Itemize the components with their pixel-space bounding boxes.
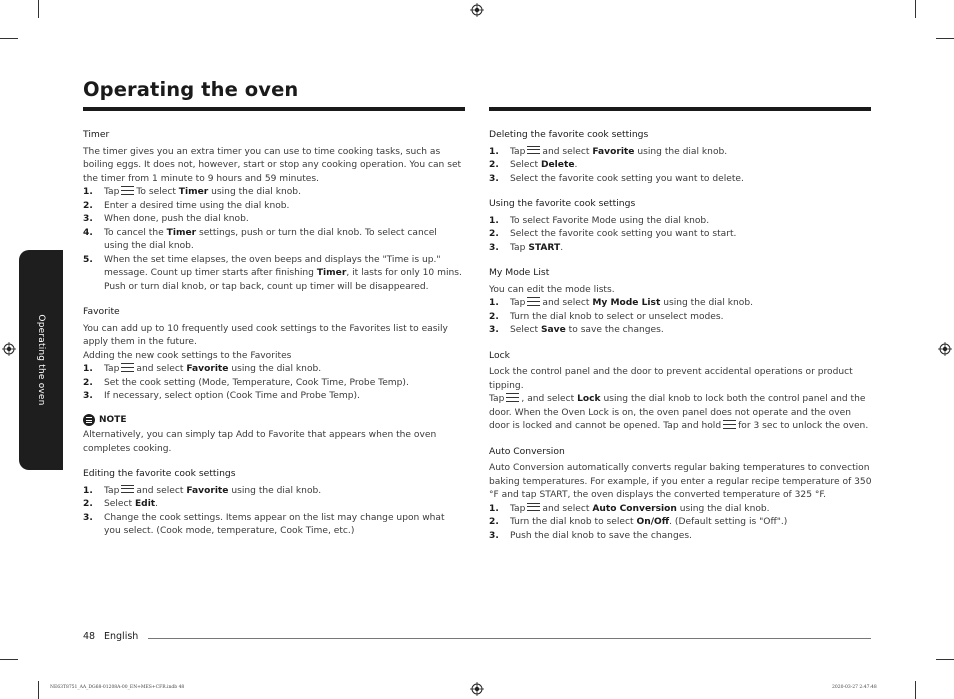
step-keyword: My Mode List	[592, 298, 661, 308]
step-text: and select	[136, 364, 184, 374]
step-number: 2.	[83, 377, 93, 388]
crop-mark	[38, 681, 39, 699]
list-item	[489, 159, 872, 173]
step-keyword: Favorite	[592, 146, 635, 157]
step-number: 1.	[489, 146, 499, 157]
step-number: 2.	[83, 499, 93, 509]
title-rule-right	[489, 107, 871, 111]
registration-mark-icon	[938, 342, 952, 356]
step-text: Enter a desired time using the dial knob.	[104, 200, 290, 211]
list-item	[83, 254, 464, 295]
section-title-editing: Editing the favorite cook settings	[83, 468, 236, 479]
list-item	[489, 228, 872, 242]
crop-mark	[915, 681, 916, 699]
lock-paragraph: Lock the control panel and the door to prevent accidental operations or product tipping.	[489, 367, 853, 391]
step-number: 1.	[83, 485, 93, 496]
step-keyword: Save	[540, 325, 566, 335]
list-item	[83, 512, 464, 539]
step-text: using the dial knob.	[231, 485, 322, 496]
list-item	[83, 227, 464, 254]
lock-keyword: Lock	[577, 394, 601, 404]
registration-mark-icon	[470, 3, 484, 17]
auto-conversion-steps	[489, 503, 872, 544]
step-number: 3.	[489, 242, 499, 253]
step-number: 4.	[83, 227, 93, 238]
section-title-using: Using the favorite cook settings	[489, 198, 636, 209]
registration-mark-icon	[470, 682, 484, 696]
crop-mark	[915, 0, 916, 18]
lock-instructions	[489, 393, 872, 434]
step-text: Select	[510, 160, 539, 170]
deleting-steps	[489, 146, 872, 187]
step-number: 1.	[489, 503, 499, 514]
list-item	[83, 363, 464, 377]
step-text: When the set time elapses, the oven beeps and displays the "Time is up." message. Count up timer starts after finishing	[104, 254, 441, 278]
step-text: and select	[542, 298, 590, 308]
step-text: Select	[510, 325, 539, 335]
step-text: using the dial knob.	[231, 364, 322, 374]
step-keyword: On/Off	[636, 517, 670, 527]
step-text: .	[560, 242, 564, 253]
list-item	[83, 485, 464, 499]
left-column	[83, 128, 464, 539]
favorite-subheading: Adding the new cook settings to the Favorites	[83, 350, 292, 361]
page-number: 48	[83, 631, 96, 642]
editing-steps	[83, 485, 464, 539]
auto-conversion-intro: Auto Conversion automatically converts regular baking temperatures to convection baking temperatures. For example, if you enter a regular recipe temperature of 350 °F and tap START, the oven displays the converted temperature of 325 °F.	[489, 463, 872, 500]
step-number: 5.	[83, 254, 93, 265]
step-text: Select the favorite cook setting you want to delete.	[510, 173, 744, 184]
menu-icon	[527, 503, 540, 512]
step-keyword: Timer	[316, 268, 347, 278]
step-keyword: Delete	[540, 160, 575, 170]
step-keyword: Favorite	[186, 485, 229, 496]
section-title-lock: Lock	[489, 349, 510, 361]
step-text: and select	[136, 485, 184, 496]
menu-icon	[121, 485, 134, 494]
footer-rule	[148, 638, 871, 639]
list-item	[489, 311, 872, 325]
menu-icon	[121, 363, 134, 372]
step-number: 2.	[489, 229, 499, 239]
step-text: and select	[542, 146, 590, 157]
step-text: and select	[542, 503, 590, 514]
step-text: Tap	[104, 187, 120, 197]
list-item	[83, 186, 464, 200]
section-title-timer: Timer	[83, 129, 110, 140]
crop-mark	[936, 659, 954, 660]
step-text: To select	[136, 187, 176, 197]
step-number: 2.	[83, 200, 93, 211]
step-number: 2.	[489, 311, 499, 322]
favorite-steps	[83, 363, 464, 404]
list-item	[489, 503, 872, 517]
step-text: using the dial knob.	[637, 146, 728, 157]
section-title-deleting: Deleting the favorite cook settings	[489, 129, 649, 140]
registration-mark-icon	[2, 342, 16, 356]
step-text: .	[155, 499, 159, 509]
step-text: Tap	[510, 298, 526, 308]
list-item	[489, 242, 872, 256]
step-number: 1.	[489, 215, 499, 226]
crop-mark	[38, 0, 39, 18]
step-number: 3.	[489, 530, 499, 541]
crop-mark	[936, 38, 954, 39]
list-item	[489, 297, 872, 311]
step-text: settings, push or turn the dial knob. To select cancel using the dial knob.	[104, 227, 437, 251]
step-number: 3.	[83, 214, 93, 224]
list-item	[489, 146, 872, 160]
lock-text: using the dial knob to lock both the control panel and the door. When the Oven Lock is on, the oven panel does not operate and the oven door is locked and cannot be opened. Tap and hold	[489, 394, 866, 431]
step-text: Tap	[104, 485, 120, 496]
step-number: 3.	[83, 512, 93, 523]
using-steps	[489, 215, 872, 256]
step-keyword: Edit	[134, 499, 156, 509]
step-text: When done, push the dial knob.	[104, 214, 249, 224]
step-number: 3.	[489, 173, 499, 184]
step-text: Tap	[510, 503, 526, 514]
my-mode-intro: You can edit the mode lists.	[489, 284, 615, 295]
list-item	[489, 530, 872, 544]
crop-mark	[0, 659, 18, 660]
step-text: Set the cook setting (Mode, Temperature, Cook Time, Probe Temp).	[104, 377, 409, 388]
step-text: Turn the dial knob to select	[510, 517, 634, 527]
step-text: To cancel the	[104, 227, 164, 238]
step-text: To select Favorite Mode using the dial knob.	[510, 215, 710, 226]
step-number: 2.	[489, 160, 499, 170]
section-title-favorite: Favorite	[83, 306, 120, 317]
menu-icon	[723, 420, 736, 429]
lock-text: Tap	[489, 394, 505, 404]
step-text: Tap	[104, 364, 120, 374]
page-title: Operating the oven	[83, 78, 299, 101]
step-text: Change the cook settings. Items appear on the list may change upon what you select. (Cook mode, temperature, Cook Time, etc.)	[104, 512, 445, 536]
step-text: using the dial knob.	[679, 503, 770, 514]
print-slug-left: NE63T8751_AA_DG68-01208A-00_EN+MES+CFR.indb 48	[50, 685, 185, 690]
step-text: using the dial knob.	[663, 298, 754, 308]
note-text: Alternatively, you can simply tap Add to Favorite that appears when the oven completes cooking.	[83, 430, 437, 454]
note-label: NOTE	[99, 414, 127, 425]
timer-intro: The timer gives you an extra timer you can use to time cooking tasks, such as boiling eggs. It does not, however, start or stop any cooking operation. You can set the timer from 1 minute to 9 hours and 59 minutes.	[83, 146, 462, 184]
step-text: Push the dial knob to save the changes.	[510, 530, 692, 541]
menu-icon	[527, 146, 540, 155]
step-text: Select	[104, 499, 133, 509]
list-item	[83, 390, 464, 404]
footer-language: English	[104, 631, 139, 642]
step-text: Tap	[510, 146, 526, 157]
list-item	[83, 377, 464, 391]
step-text: If necessary, select option (Cook Time and Probe Temp).	[104, 391, 360, 401]
step-keyword: Auto Conversion	[592, 503, 677, 514]
note-header	[83, 414, 464, 428]
lock-text: , and select	[521, 394, 575, 404]
list-item	[83, 213, 464, 227]
section-title-my-mode: My Mode List	[489, 267, 550, 278]
step-number: 3.	[83, 391, 93, 401]
right-column	[489, 128, 872, 543]
step-text: Select the favorite cook setting you want to start.	[510, 229, 737, 239]
step-number: 3.	[489, 325, 499, 335]
section-title-auto-conversion: Auto Conversion	[489, 445, 565, 457]
list-item	[489, 324, 872, 338]
step-keyword: Favorite	[186, 364, 229, 374]
step-text: . (Default setting is "Off".)	[669, 517, 788, 527]
step-text: .	[574, 160, 578, 170]
list-item	[489, 215, 872, 229]
menu-icon	[527, 297, 540, 306]
side-tab-label: Operating the oven	[36, 314, 46, 406]
title-rule-left	[83, 107, 465, 111]
list-item	[83, 498, 464, 512]
step-text: , it lasts for only 10 mins. Push or turn dial knob, or tap back, count up timer will be disappeared.	[104, 268, 462, 292]
lock-text: for 3 sec to unlock the oven.	[738, 421, 869, 431]
step-text: to save the changes.	[568, 325, 664, 335]
step-keyword: START	[528, 242, 561, 253]
step-text: Turn the dial knob to select or unselect modes.	[510, 311, 724, 322]
step-number: 1.	[83, 364, 93, 374]
note-icon	[83, 414, 95, 426]
list-item	[489, 516, 872, 530]
step-number: 1.	[83, 187, 93, 197]
timer-steps	[83, 186, 464, 294]
print-slug-right: 2020-03-27 2:47:48	[832, 685, 877, 690]
step-number: 2.	[489, 517, 499, 527]
menu-icon	[121, 186, 134, 195]
step-number: 1.	[489, 298, 499, 308]
step-text: Tap	[510, 242, 526, 253]
crop-mark	[0, 38, 18, 39]
step-keyword: Timer	[178, 187, 209, 197]
menu-icon	[506, 393, 519, 402]
list-item	[489, 173, 872, 187]
step-keyword: Timer	[166, 227, 197, 238]
my-mode-steps	[489, 297, 872, 338]
favorite-intro: You can add up to 10 frequently used cook settings to the Favorites list to easily apply them in the future.	[83, 323, 448, 347]
step-text: using the dial knob.	[211, 187, 301, 197]
list-item	[83, 200, 464, 214]
